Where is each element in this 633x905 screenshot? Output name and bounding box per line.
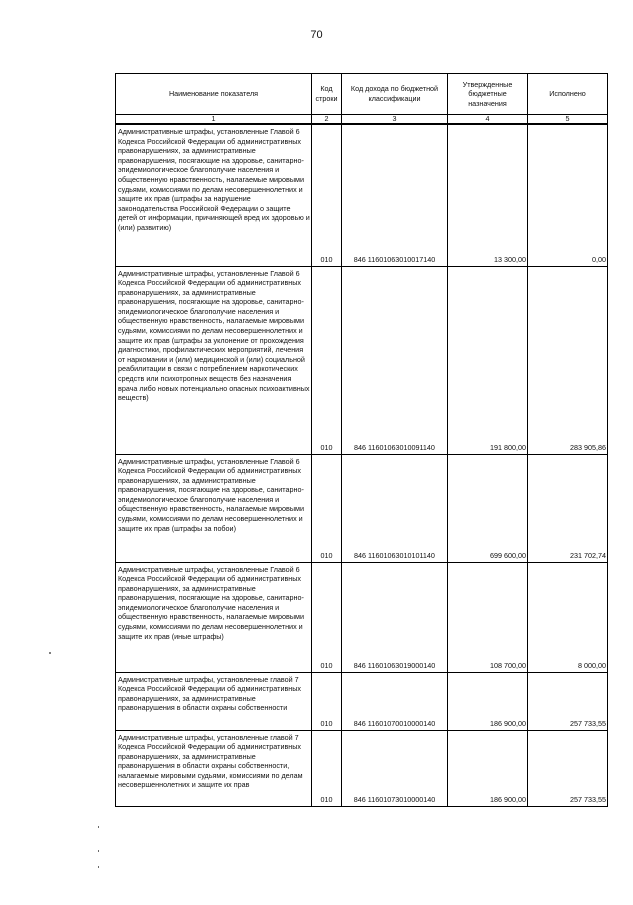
- table-header-row: [116, 74, 608, 115]
- row-kbk: 846 11601063010091140: [342, 266, 448, 454]
- scan-speck: [49, 652, 51, 654]
- scan-speck: [98, 826, 99, 828]
- row-kbk: 846 11601073010000140: [342, 730, 448, 806]
- row-executed: 0,00: [528, 124, 608, 266]
- table-row: [116, 124, 608, 266]
- row-approved: 186 900,00: [448, 672, 528, 730]
- row-name: Административные штрафы, установленные Главой 6 Кодекса Российской Федерации об административных правонарушениях, за административные правонарушения, посягающие на здоровье, санитарно-эпидемиологическое благополучие населения и общественную нравственность, налагаемые мировыми судьями, комиссиями по делам несовершеннолетних и защите их прав (штрафы за уклонение от прохождения диагностики, профилактических мероприятий, лечения от наркомании и (или) медицинской и (или) социальной реабилитации в связи с потреблением наркотических средств или психотропных веществ без назначения врача либо новых потенциально опасных психоактивных веществ): [116, 266, 312, 454]
- table-row: [116, 454, 608, 562]
- header-approved: Утвержденные бюджетные назначения: [448, 74, 528, 115]
- row-kbk: 846 11601070010000140: [342, 672, 448, 730]
- table-row: [116, 672, 608, 730]
- row-name: Административные штрафы, установленные Главой 6 Кодекса Российской Федерации об административных правонарушениях, за административные правонарушения, посягающие на здоровье, санитарно-эпидемиологическое благополучие населения и общественную нравственность, налагаемые мировыми судьями, комиссиями по делам несовершеннолетних и защите их прав (иные штрафы): [116, 562, 312, 672]
- row-executed: 283 905,86: [528, 266, 608, 454]
- row-kbk: 846 11601063010017140: [342, 124, 448, 266]
- row-executed: 8 000,00: [528, 562, 608, 672]
- row-name: Административные штрафы, установленные главой 7 Кодекса Российской Федерации об административных правонарушениях, за административные правонарушения в области охраны собственности, налагаемые мировыми судьями, комиссиями по делам несовершеннолетних и защите их прав: [116, 730, 312, 806]
- column-number: 1: [116, 115, 312, 125]
- row-kbk: 846 11601063010101140: [342, 454, 448, 562]
- table-row: [116, 730, 608, 806]
- header-kbk: Код дохода по бюджетной классификации: [342, 74, 448, 115]
- row-approved: 191 800,00: [448, 266, 528, 454]
- row-executed: 257 733,55: [528, 730, 608, 806]
- table-row: [116, 266, 608, 454]
- column-number: 2: [312, 115, 342, 125]
- row-code: 010: [312, 730, 342, 806]
- row-code: 010: [312, 562, 342, 672]
- row-approved: 186 900,00: [448, 730, 528, 806]
- row-approved: 13 300,00: [448, 124, 528, 266]
- table-row: [116, 562, 608, 672]
- row-name: Административные штрафы, установленные Главой 6 Кодекса Российской Федерации об административных правонарушениях, за административные правонарушения, посягающие на здоровье, санитарно-эпидемиологическое благополучие населения и общественную нравственность, налагаемые мировыми судьями, комиссиями по делам несовершеннолетних и защите их прав (штрафы за побои): [116, 454, 312, 562]
- header-code: Код строки: [312, 74, 342, 115]
- scan-speck: [98, 850, 99, 852]
- header-executed: Исполнено: [528, 74, 608, 115]
- row-executed: 257 733,55: [528, 672, 608, 730]
- header-name: Наименование показателя: [116, 74, 312, 115]
- budget-report-table: [115, 73, 608, 807]
- column-numbers-row: [116, 115, 608, 125]
- scan-speck: [98, 866, 99, 868]
- column-number: 5: [528, 115, 608, 125]
- row-name: Административные штрафы, установленные Главой 6 Кодекса Российской Федерации об административных правонарушениях, за административные правонарушения, посягающие на здоровье, санитарно-эпидемиологическое благополучие населения и общественную нравственность, налагаемые мировыми судьями, комиссиями по делам несовершеннолетних и защите их прав (штрафы за нарушение законодательства Российской Федерации о защите детей от информации, причиняющей вред их здоровью и (или) развитию): [116, 124, 312, 266]
- page-number: 70: [310, 29, 323, 41]
- row-kbk: 846 11601063019000140: [342, 562, 448, 672]
- row-code: 010: [312, 266, 342, 454]
- column-number: 4: [448, 115, 528, 125]
- column-number: 3: [342, 115, 448, 125]
- row-code: 010: [312, 454, 342, 562]
- row-approved: 108 700,00: [448, 562, 528, 672]
- row-code: 010: [312, 124, 342, 266]
- row-code: 010: [312, 672, 342, 730]
- row-executed: 231 702,74: [528, 454, 608, 562]
- row-name: Административные штрафы, установленные главой 7 Кодекса Российской Федерации об административных правонарушениях, за административные правонарушения в области охраны собственности: [116, 672, 312, 730]
- row-approved: 699 600,00: [448, 454, 528, 562]
